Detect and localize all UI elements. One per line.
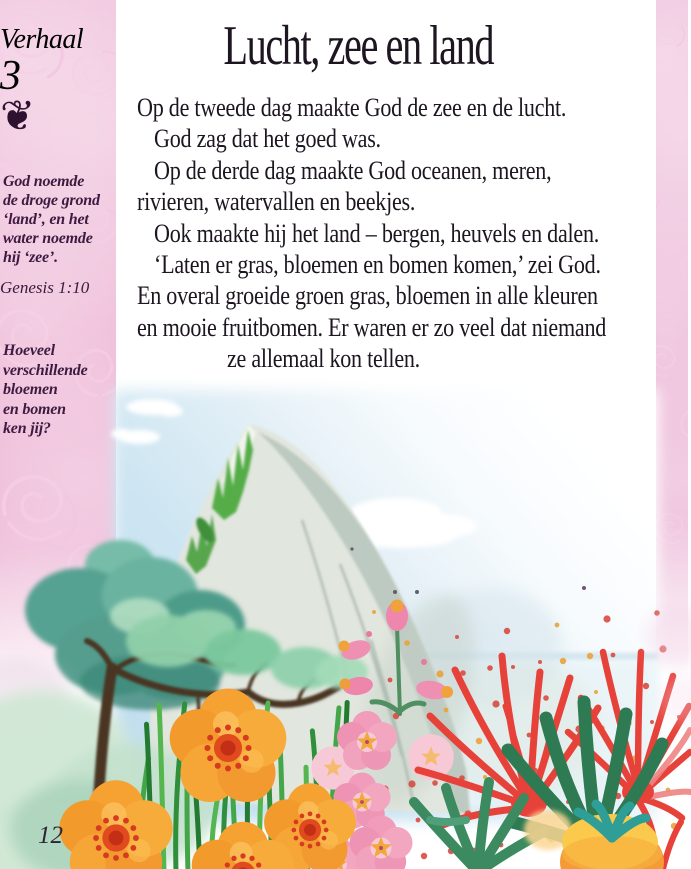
story-line: en mooie fruitbomen. Er waren er zo veel dat niemand bbox=[137, 312, 607, 342]
story-line: En overal groeide groen gras, bloemen in alle kleuren bbox=[137, 281, 598, 311]
verse-text bbox=[3, 172, 113, 267]
page-title: Lucht, zee en land bbox=[223, 15, 493, 77]
story-line: Op de tweede dag maakte God de zee en de lucht. bbox=[137, 93, 567, 122]
question-line: Hoeveel bbox=[3, 342, 55, 359]
page-number: 12 bbox=[38, 822, 63, 849]
verse-line: ‘land’, en het bbox=[3, 211, 89, 228]
illustration bbox=[0, 378, 691, 869]
story-line: Op de derde dag maakte God oceanen, meren, bbox=[154, 155, 552, 185]
story-line: God zag dat het goed was. bbox=[154, 124, 381, 154]
verse-line: de droge grond bbox=[3, 192, 100, 209]
verse-line: God noemde bbox=[3, 173, 85, 190]
floral-heart-icon: ❦ bbox=[0, 94, 36, 140]
verse-reference: Genesis 1:10 bbox=[0, 278, 90, 297]
question-line: ken jij? bbox=[3, 420, 51, 437]
question-line: verschillende bbox=[3, 361, 88, 379]
story-line: rivieren, watervallen en beekjes. bbox=[137, 187, 416, 217]
question-line: bloemen bbox=[3, 381, 58, 398]
story-line: ‘Laten er gras, bloemen en bomen komen,’ zei God. bbox=[154, 250, 601, 280]
story-label: Verhaal bbox=[0, 24, 84, 55]
story-line: ze allemaal kon tellen. bbox=[227, 344, 420, 374]
story-number: 3 bbox=[0, 53, 21, 99]
story-line: Ook maakte hij het land – bergen, heuvels en dalen. bbox=[154, 218, 600, 248]
verse-line: water noemde bbox=[3, 230, 93, 247]
story-text bbox=[137, 92, 689, 375]
question-text bbox=[3, 341, 113, 439]
question-line: en bomen bbox=[3, 400, 66, 418]
verse-line: hij ‘zee’. bbox=[3, 249, 58, 266]
